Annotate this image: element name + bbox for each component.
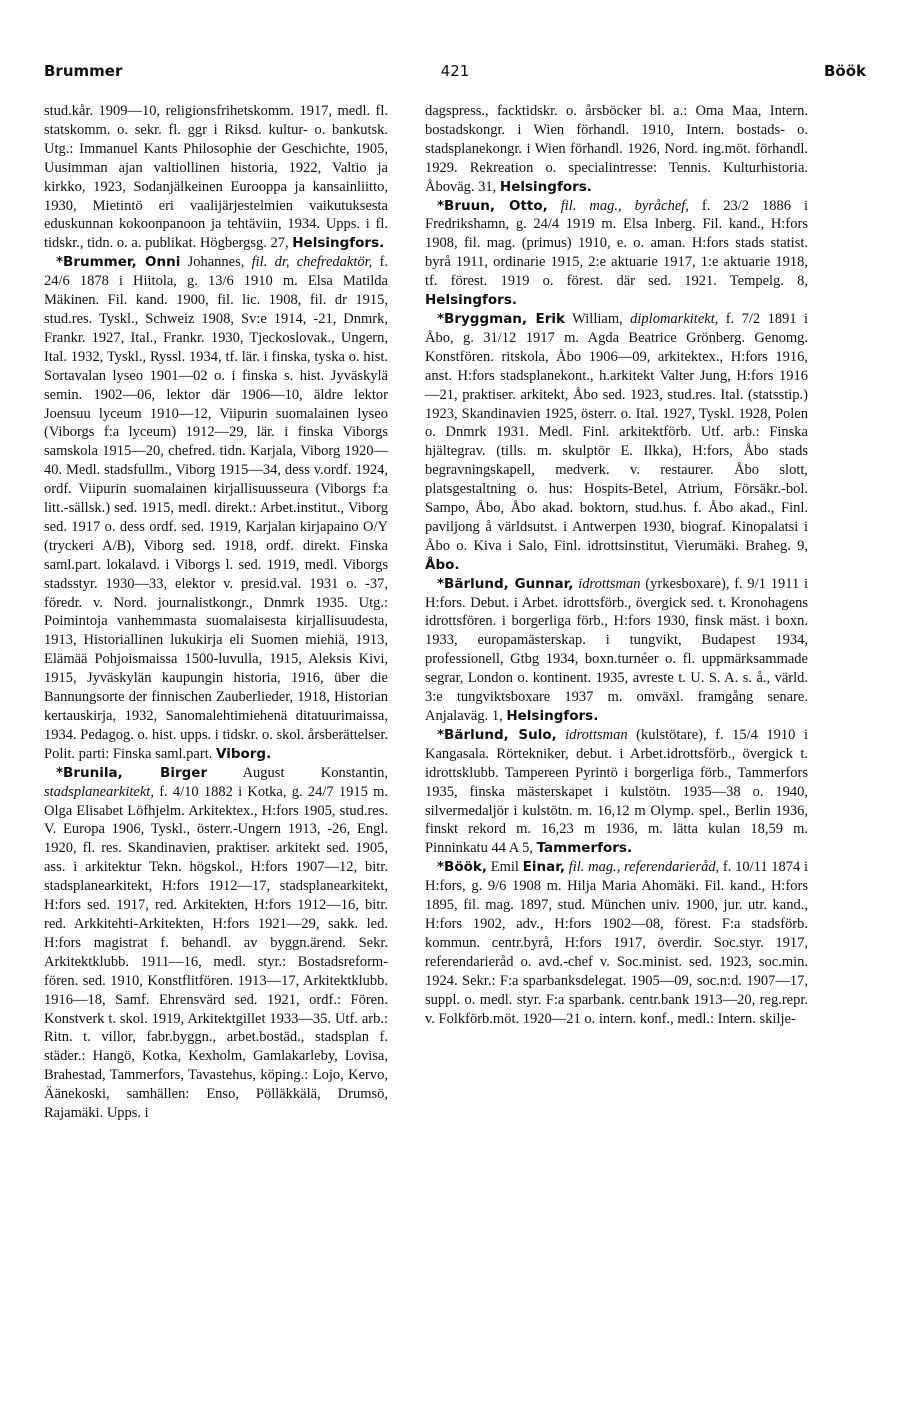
entry-city: Tammerfors.	[536, 840, 633, 857]
entry-name-part: Einar,	[522, 859, 565, 876]
running-head-left: Brummer	[44, 62, 123, 80]
entry-city: Helsingfors.	[499, 178, 592, 195]
biography-entry: *Bärlund, Sulo, idrottsman (kulstötare), f. 15/4 1910 i Kangasala. Rörtekniker, debut. i Arbet.idrottsförb., övergick t. idrottsklubb. Tampereen Pyrintö i borgerliga förb., Tammerfors 1935, finska mästerskapet i kulstötn. 1935—38 o. 1940, silvermedaljör i kulstötn. m. 16,12 m Olymp. spel., Berlin 1936, finskt rekord m. 16,23 m 1936, m. lätta kulan 18,59 m. Pinninkatu 44 A 5, Tammerfors.	[425, 726, 808, 857]
entry-city: Helsingfors.	[425, 292, 517, 309]
entry-title: idrottsman	[578, 575, 641, 592]
entry-title: stadsplanearkitekt,	[44, 783, 154, 800]
entry-title: fil. mag., referendarieråd,	[568, 859, 720, 876]
entry-name: *Brunila, Birger	[56, 764, 208, 781]
entry-name: *Brummer, Onni	[56, 254, 181, 271]
entry-name: *Böök,	[437, 859, 488, 876]
entry-name: *Bärlund, Sulo,	[437, 726, 557, 743]
entry-city: Helsingfors.	[292, 235, 385, 252]
entry-title: diplomarkitekt,	[630, 310, 719, 327]
biography-entry: *Bärlund, Gunnar, idrottsman (yrkesboxare), f. 9/1 1911 i H:fors. Debut. i Arbet. idrottsförb., övergick sed. t. Kronohagens idrottsfören. i borgerliga förb., H:fors 1930, finsk mäst. i boxn. 1933, europamästerskap. i tungvikt, Budapest 1934, professionell, Gtbg 1934, boxn.turnéer o. fl. uppmärksammade segrar, London o. kontinent. 1935, avreste t. U. S. A. s. å., värld. 3:e tungviktsboxare 1937 m. omväxl. framgång senare. Anjalaväg. 1, Helsingfors.	[425, 575, 808, 724]
page-header	[44, 62, 866, 92]
biography-entry: *Böök, Emil Einar, fil. mag., referendarieråd, f. 10/11 1874 i H:fors, g. 9/6 1908 m. Hilja Maria Ahomäki. Fil. kand., H:fors 1895, fil. mag. 1897, stud. München univ. 1900, jur. utr. kand., H:fors 1902, adv., H:fors 1902—08, förest. F:a stadsförb. kommun. centr.byrå, H:fors 1917, överdir. Soc.styr. 1917, referendarieråd o. avd.-chef v. Soc.minist. sed. 1923, soc.min. 1924. Sekr.: F:a sparbanksdelegat. 1905—09, soc.n:d. 1907—17, suppl. o. medl. styr. F:a sparbank. centr.bank 1913—20, reg.repr. v. Folkförb.möt. 1920—21 o. intern. konf., medl.: Intern. skilje-	[425, 859, 808, 1027]
biography-entry: *Bryggman, Erik William, diplomarkitekt, f. 7/2 1891 i Åbo, g. 31/12 1917 m. Agda Beatrice Grönberg. Genomg. Konstfören. ritskola, Åbo 1906—09, arkitektex., H:fors 1916, anst. H:fors stadsplanekont., h.arkitekt Valter Jung, H:fors 1916—21, praktiser. arkitekt, Åbo sed. 1923, stud.res. Ital. (statsstip.) 1923, Skandinavien 1925, österr. o. Ital. 1927, Tyskl. 1928, Polen o. Dnmrk 1931. Medl. Finl. arkitektförb. Utf. arb.: Finska hjältegrav. (tills. m. skulptör E. Ilkka), H:fors, Åbo stads begravningskapell, medverk. v. restaurer. Åbo slott, platsgestaltning o. hus: Hospits-Betel, Atrium, Försäkr.-bol. Sampo, Åbo, Åbo akad. boktorn, stud.hus. f. Åbo akad., Finl. paviljong å världsutst. i Antwerpen 1930, biograf. Kinopalatsi i Åbo o. Kiva i Salo, Finl. idrottsinstitut, Vierumäki. Braheg. 9, Åbo.	[425, 310, 809, 573]
continuation-text: dagspress., facktidskr. o. årsböcker bl. a.: Oma Maa, Intern. bostadskongr. i Wien förhandl. 1910, Intern. bostads- o. stadsplanekongr. i Wien förhandl. 1926, Nord. ing.möt. förhandl. 1929. Rekreation o. specialintresse: Tennis. Kulturhistoria. Åboväg. 31, Helsingfors.	[425, 103, 808, 195]
entry-name: *Bryggman, Erik	[437, 310, 566, 327]
biography-entry: *Brunila, Birger August Konstantin, stadsplanearkitekt, f. 4/10 1882 i Kotka, g. 24/7 1915 m. Olga Elisabet Löfhjelm. Arkitektex., H:fors 1905, stud.res. V. Europa 1906, Tyskl., österr.-Ungern 1913, -26, Engl. 1920, fl. res. Skandinavien, praktiser. arkitekt sed. 1905, ass. i arkitektur Tekn. högskol., H:fors 1907—12, bitr. stadsplanearkitekt, H:fors 1912—17, stadsplanearkitekt, H:fors sed. 1917, red. Arkitekten, H:fors 1912—16, bitr. red. Arkkitehti-Arkitekten, H:fors 1921—29, sakk. led. H:fors magistrat f. behandl. av byggn.ärend. Sekr. Arkitektklubb. 1911—16, medl. styr.: Bostadsreform-fören. sed. 1910, Konstflitfören. 1913—17, Arkitektklubb. 1916—18, Samf. Ehrensvärd sed. 1921, ordf.: Fören. Konstverk t. skol. 1919, Arkitektgillet 1933—35. Utf. arb.: Ritn. t. villor, fabr.byggn., arbet.bostäd., stadsplan f. städer.: Hangö, Kotka, Kexholm, Gamlakarleby, Lovisa, Brahestad, Tammerfors, Tavastehus, köping.: Lojo, Kervo, Äänekoski, samhällen: Enso, Pölläkkälä, Drumsö, Rajamäki. Upps. i	[44, 764, 388, 1122]
entry-name: *Bärlund, Gunnar,	[437, 575, 574, 592]
entry-city: Åbo.	[425, 556, 460, 573]
entry-title: fil. mag., byråchef,	[560, 197, 689, 214]
biography-entry: *Brummer, Onni Johannes, fil. dr, chefredaktör, f. 24/6 1878 i Hiitola, g. 13/6 1910 m. Elsa Matilda Mäkinen. Fil. kand. 1900, fil. lic. 1908, fil. dr 1915, stud.res. Tyskl., Schweiz 1908, Sv:e 1914, -21, Dnmrk, Frankr. 1927, Ital., Frankr. 1930, Tjeckoslovak., Ungern, Ital. 1932, Tyskl., Ryssl. 1934, tf. lär. i finska, tyska o. hist. Sortavalan lyseo 1901—02 o. i finska s. hist. Jyväskylä semin. 1902—06, lektor där 1906—10, äldre lektor Joensuu lyceum 1910—12, Viipurin suomalainen lyseo (Viborgs f:a lyceum) 1912—29, lär. i finska Viborgs samskola 1915—20, chefred. tidn. Karjala, Viborg 1920—40. Medl. stadsfullm., Viborg 1915—34, dess v.ordf. 1924, ordf. Viipurin suomalainen kirjallisuusseura (Viborgs f:a litt.-sällsk.) sed. 1915, medl. direkt.: Arbet.institut., Viborg sed. 1917 o. dess ordf. sed. 1919, Karjalan kirjapaino O/Y (tryckeri A/B), Viborg sed. 1918, ordf. direkt. Finska saml.part. lokalavd. i Viborgs l. sed. 1919, medl. Viborgs stadsstyr. 1930—33, elektor v. presid.val. 1931 o. -37, föredr. v. Nord. journalistkongr., Dnmrk 1935. Utg.: Poimintoja vanhemmasta suomalaisesta kirjallisuudesta, 1913, Historiallinen lukukirja eli Suomen miehiä, 1913, Elämää Pohjoismaissa 1500-luvulla, 1915, Aleksis Kivi, 1915, Jyväskylän kaupungin historia, 1916, über die Bannungsorte der finnischen Zauberlieder, 1918, Historian kertauskirja, 1932, Sanomalehtimiehenä ditatuurimaissa, 1934. Pedagog. o. hist. upps. i tidskr. o. skol. årsberättelser. Polit. parti: Finska saml.part. Viborg.	[44, 254, 388, 762]
entry-name: *Bruun, Otto,	[437, 197, 548, 214]
entry-city: Helsingfors.	[506, 708, 599, 724]
running-head-right: Böök	[823, 62, 866, 80]
continuation-text: stud.kår. 1909—10, religionsfrihetskomm. 1917, medl. fl. statskomm. o. sekr. fl. ggr i Riksd. kultur- o. bankutsk. Utg.: Immanuel Kants Philosophie der Geschichte, 1905, Uusimman ajan valtiollinen historia, 1922, Valtio ja kirkko, 1923, Sodanjälkeinen Eurooppa ja kansainliitto, 1930, Mietintö eri vaalijärjestelmien vaikutuksesta eduskunnan kokoonpanoon ja tehtäviin, 1934. Upps. i fl. tidskr., tidn. o. a. publikat. Högbergsg. 27, Helsingfors.	[44, 103, 388, 252]
entry-city: Viborg.	[215, 745, 272, 762]
entry-title: idrottsman	[565, 726, 628, 743]
biography-entry: *Bruun, Otto, fil. mag., byråchef, f. 23/2 1886 i Fredrikshamn, g. 24/4 1919 m. Elsa Inberg. Fil. kand., H:fors 1908, fil. mag. (primus) 1910, e. o. aman. H:fors stads statist. byrå 1911, ordinarie 1915, 2:e aktuarie 1917, 1:e aktuarie 1918, tf. förest. 1919 o. förest. där sed. 1921. Tempelg. 8, Helsingfors.	[425, 197, 808, 309]
left-column	[44, 102, 388, 1123]
page-number: 421	[440, 62, 470, 80]
entry-title: fil. dr, chefredaktör,	[251, 254, 373, 271]
right-column	[425, 102, 808, 1028]
